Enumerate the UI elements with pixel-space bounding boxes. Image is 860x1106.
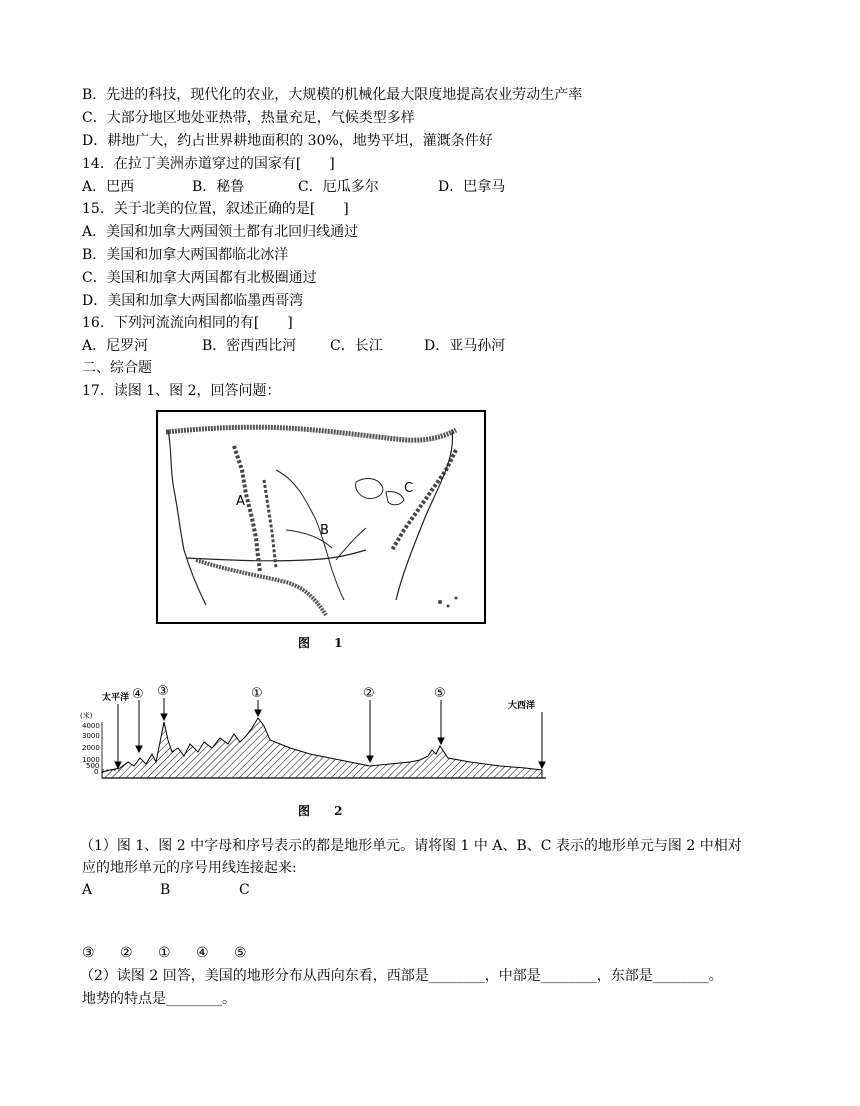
q14-option-b: B．秘鲁 [192, 179, 245, 195]
q13-option-b: B．先进的科技，现代化的农业，大规模的机械化最大限度地提高农业劳动生产率 [82, 87, 583, 103]
match-letter-a: A [82, 882, 93, 898]
figure2-caption: 图 2 [298, 804, 353, 818]
figure2-marker-4: ④ [132, 687, 144, 702]
q16-option-a: A．尼罗河 [82, 338, 149, 354]
match-number-3: ③ [82, 945, 95, 961]
q14-option-a: A．巴西 [82, 179, 135, 195]
figure1-label-a: A [236, 494, 245, 509]
match-number-2: ② [120, 945, 133, 961]
q17-part1-line1: （1）图 1、图 2 中字母和序号表示的都是地形单元。请将图 1 中 A、B、C 表示的地形单元与图 2 中相对 [80, 838, 742, 854]
figure2-ytick-0: 0 [94, 768, 99, 776]
figure2-ytick-500: 500 [86, 762, 100, 770]
figure2-marker-1: ① [251, 686, 263, 701]
q15-option-b: B．美国和加拿大两国都临北冰洋 [82, 247, 289, 263]
match-letter-c: C [239, 882, 250, 898]
figure2-unit: (米) [80, 712, 93, 720]
figure2-atlantic-label: 大西洋 [508, 701, 536, 711]
figure2-ytick-3000: 3000 [82, 732, 100, 740]
figure2-marker-3: ③ [157, 684, 169, 699]
figure2-ytick-2000: 2000 [82, 744, 100, 752]
q15-option-a: A．美国和加拿大两国领土都有北回归线通过 [82, 224, 359, 240]
figure1-label-c: C [404, 481, 414, 496]
q14-option-c: C．厄瓜多尔 [298, 179, 379, 195]
q16-option-b: B．密西西比河 [202, 338, 297, 354]
figure2-marker-5: ⑤ [434, 686, 446, 701]
match-number-1: ① [158, 945, 171, 961]
q14-option-d: D．巴拿马 [438, 179, 506, 195]
match-number-4: ④ [196, 945, 209, 961]
figure2-profile [80, 682, 550, 794]
figure2-marker-2: ② [363, 686, 375, 701]
q13-option-c: C．大部分地区地处亚热带，热量充足，气候类型多样 [82, 110, 415, 126]
figure2-ytick-1000: 1000 [82, 756, 100, 764]
q16-option-c: C．长江 [330, 338, 383, 354]
figure2-ytick-4000: 4000 [82, 722, 100, 730]
q16-stem: 16．下列河流流向相同的有[ ] [82, 315, 293, 331]
section-heading: 二、综合题 [82, 360, 152, 376]
q17-part2-line1: （2）读图 2 回答，美国的地形分布从西向东看，西部是________，中部是________，东部是________。 [80, 968, 723, 984]
q15-option-d: D．美国和加拿大两国都临墨西哥湾 [82, 293, 304, 309]
match-number-5: ⑤ [234, 945, 247, 961]
q17-stem: 17．读图 1、图 2，回答问题： [82, 383, 281, 399]
q16-option-d: D．亚马孙河 [424, 338, 506, 354]
q13-option-d: D．耕地广大，约占世界耕地面积的 30%，地势平坦，灌溉条件好 [82, 133, 493, 149]
figure1-label-b: B [320, 523, 329, 538]
match-letter-b: B [160, 882, 171, 898]
figure2-pacific-label: 太平洋 [102, 693, 130, 703]
q14-stem: 14．在拉丁美洲赤道穿过的国家有[ ] [82, 156, 335, 172]
q17-part2-line2: 地势的特点是________。 [82, 991, 236, 1007]
q17-part1-line2: 应的地形单元的序号用线连接起来: [82, 860, 297, 876]
q15-stem: 15．关于北美的位置，叙述正确的是[ ] [82, 201, 349, 217]
figure1-caption: 图 1 [298, 636, 353, 650]
figure1-map [156, 410, 486, 624]
q15-option-c: C．美国和加拿大两国都有北极圈通过 [82, 270, 317, 286]
